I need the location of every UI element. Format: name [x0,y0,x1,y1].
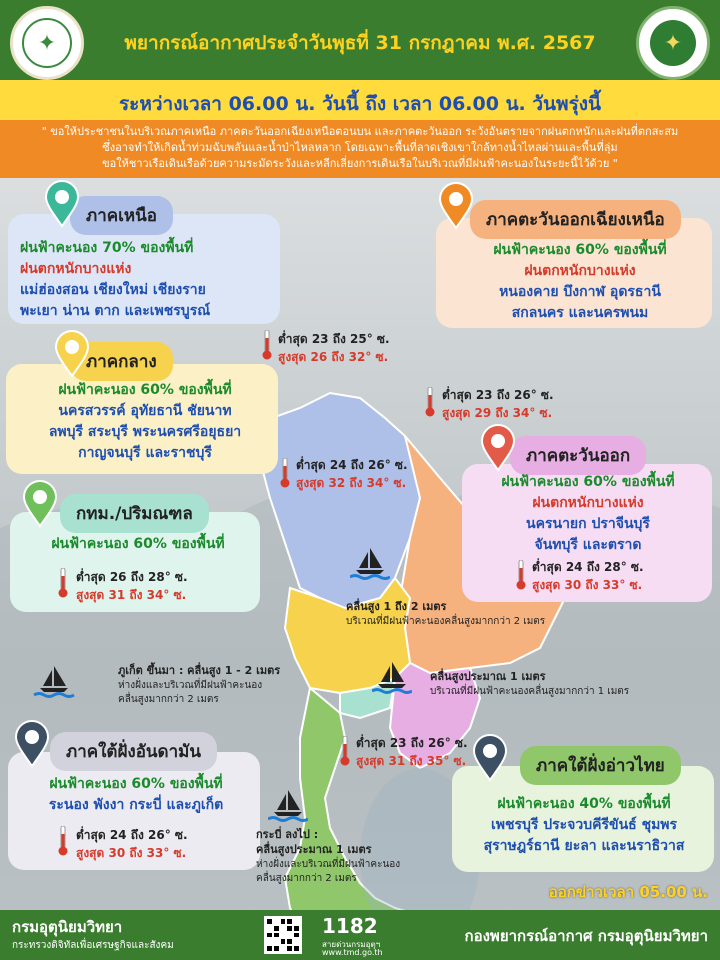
meteorological-department-seal-icon: ✦ [636,6,710,80]
wave-note-text: คลื่นสูงมากกว่า 2 เมตร [118,694,219,705]
northeast-title: ภาคตะวันออกเฉียงเหนือ [470,200,681,239]
central-line: นครสวรรค์ อุทัยธานี ชัยนาท [58,403,232,419]
boat-icon [372,660,412,694]
notice-line: ขอให้ชาวเรือเดินเรือด้วยความระมัดระวังและหลีกเลี่ยงการเดินเรือในบริเวณที่มีฝนฟ้าคะนองในระยะนี้ไว้ด้วย " [102,157,618,170]
east-title: ภาคตะวันออก [510,436,646,475]
website-text: www.tmd.go.th [322,948,383,957]
east-line: ฝนฟ้าคะนอง 60% ของพื้นที่ [501,474,675,490]
map-pin-icon [438,182,474,230]
hotline-label: สายด่วนกรมอุตุฯ [322,940,381,949]
time-range-text: ระหว่างเวลา 06.00 น. วันนี้ ถึง เวลา 06.00 น. วันพรุ่งนี้ [118,93,602,115]
wave-note-text: คลื่นสูงมากกว่า 2 เมตร [256,873,357,884]
notice-line: ซึ่งอาจทำให้เกิดน้ำท่วมฉับพลันและน้ำป่าไหลหลาก โดยเฉพาะพื้นที่ลาดเชิงเขาใกล้ทางน้ำไหลผ่านและพื้นที่ลุ่ม [102,141,618,154]
northeast-line: สกลนคร และนครพนม [511,305,649,321]
map-pin-icon [472,734,508,782]
central-temp-min: ต่ำสุด 24 ถึง 26° ซ. [296,458,408,472]
map-pin-icon [44,180,80,228]
east-line: นครนายก ปราจีนบุรี [526,516,650,532]
map-pin-icon [54,330,90,378]
central-temp-max: สูงสุด 32 ถึง 34° ซ. [296,476,407,490]
wave-location-text: กระบี่ ลงไป : [256,828,319,841]
south-east-temp-min: ต่ำสุด 23 ถึง 26° ซ. [356,736,468,750]
thermometer-icon [516,560,526,590]
hotline-number: 1182 [322,914,378,938]
wave-height-text: ภูเก็ต ขึ้นมา : คลื่นสูง 1 - 2 เมตร [118,664,281,677]
south-east-title: ภาคใต้ฝั่งอ่าวไทย [520,746,681,785]
notice-line: " ขอให้ประชาชนในบริเวณภาคเหนือ ภาคตะวันออกเฉียงเหนือตอนบน และภาคตะวันออก ระวังอันตรายจากฝนตกหนักและฝนที่ตกสะสม [41,125,679,138]
north-title: ภาคเหนือ [70,196,173,235]
footer [0,910,720,960]
thermometer-icon [280,458,290,488]
thermometer-icon [58,568,68,598]
south-east-line: เพชรบุรี ประจวบคีรีขันธ์ ชุมพร [490,817,678,833]
qr-code-icon [264,916,302,954]
wave-note-text: ห่างฝั่งและบริเวณที่มีฝนฟ้าคะนอง [256,859,401,870]
south-east-line: สุราษฎร์ธานี ยะลา และนราธิวาส [483,838,685,854]
thermometer-icon [340,736,350,766]
thermometer-icon [262,330,272,360]
north-line: แม่ฮ่องสอน เชียงใหม่ เชียงราย [20,282,206,298]
wave-height-text: คลื่นสูงประมาณ 1 เมตร [256,843,372,856]
wave-note-text: บริเวณที่มีฝนฟ้าคะนองคลื่นสูงมากกว่า 1 เมตร [430,686,630,697]
east-line: จันทบุรี และตราด [534,537,642,553]
wave-height-text: คลื่นสูง 1 ถึง 2 เมตร [346,600,447,613]
ministry-seal-icon: ✦ [10,6,84,80]
northeast-line: ฝนตกหนักบางแห่ง [524,263,636,279]
bangkok-temp-max: สูงสุด 31 ถึง 34° ซ. [76,588,187,602]
north-temp-min: ต่ำสุด 23 ถึง 25° ซ. [278,332,390,346]
north-line: ฝนตกหนักบางแห่ง [20,261,132,277]
east-line: ฝนตกหนักบางแห่ง [532,495,644,511]
map-pin-icon [22,480,58,528]
south-east-line: ฝนฟ้าคะนอง 40% ของพื้นที่ [497,796,671,812]
time-range-bar [0,80,720,120]
footer-dept: กรมอุตุนิยมวิทยา [12,918,123,936]
south-west-title: ภาคใต้ฝั่งอันดามัน [50,732,217,771]
south-east-temp-max: สูงสุด 31 ถึง 35° ซ. [356,754,467,768]
wave-note-text: ห่างฝั่งและบริเวณที่มีฝนฟ้าคะนอง [118,680,263,691]
header [0,0,720,80]
central-line: กาญจนบุรี และราชบุรี [78,445,212,461]
wave-note-text: บริเวณที่มีฝนฟ้าคะนองคลื่นสูงมากกว่า 2 เมตร [346,616,546,627]
south-west-temp-min: ต่ำสุด 24 ถึง 26° ซ. [76,828,188,842]
east-temp-min: ต่ำสุด 24 ถึง 28° ซ. [532,560,644,574]
page-title: พยากรณ์อากาศประจำวันพุธที่ 31 กรกฎาคม พ.ศ. 2567 [124,32,596,54]
footer-right-text: กองพยากรณ์อากาศ กรมอุตุนิยมวิทยา [464,927,708,945]
east-temp-max: สูงสุด 30 ถึง 33° ซ. [532,578,643,592]
thermometer-icon [58,826,68,856]
thermometer-icon [425,387,435,417]
bangkok-title: กทม./ปริมณฑล [60,494,209,533]
northeast-temp-max: สูงสุด 29 ถึง 34° ซ. [442,406,553,420]
central-title: ภาคกลาง [70,342,173,381]
northeast-line: หนองคาย บึงกาฬ อุดรธานี [499,284,661,300]
map-pin-icon [480,424,516,472]
northeast-temp-min: ต่ำสุด 23 ถึง 26° ซ. [442,388,554,402]
central-line: ฝนฟ้าคะนอง 60% ของพื้นที่ [58,382,232,398]
issued-time: ออกข่าวเวลา 05.00 น. [548,883,708,901]
north-temp-max: สูงสุด 26 ถึง 32° ซ. [278,350,389,364]
boat-icon [350,546,390,580]
boat-icon [30,664,78,698]
footer-ministry: กระทรวงดิจิทัลเพื่อเศรษฐกิจและสังคม [12,940,174,951]
boat-icon [268,788,308,822]
south-west-temp-max: สูงสุด 30 ถึง 33° ซ. [76,846,187,860]
northeast-line: ฝนฟ้าคะนอง 60% ของพื้นที่ [493,242,667,258]
warning-notice [0,120,720,178]
bangkok-line: ฝนฟ้าคะนอง 60% ของพื้นที่ [51,536,225,552]
wave-height-text: คลื่นสูงประมาณ 1 เมตร [430,670,546,683]
map-pin-icon [14,720,50,768]
north-line: ฝนฟ้าคะนอง 70% ของพื้นที่ [20,240,194,256]
central-line: ลพบุรี สระบุรี พระนครศรีอยุธยา [48,424,242,440]
bangkok-temp-min: ต่ำสุด 26 ถึง 28° ซ. [76,570,188,584]
south-west-line: ระนอง พังงา กระบี่ และภูเก็ต [48,797,224,813]
south-west-line: ฝนฟ้าคะนอง 60% ของพื้นที่ [49,776,223,792]
north-line: พะเยา น่าน ตาก และเพชรบูรณ์ [20,303,211,319]
